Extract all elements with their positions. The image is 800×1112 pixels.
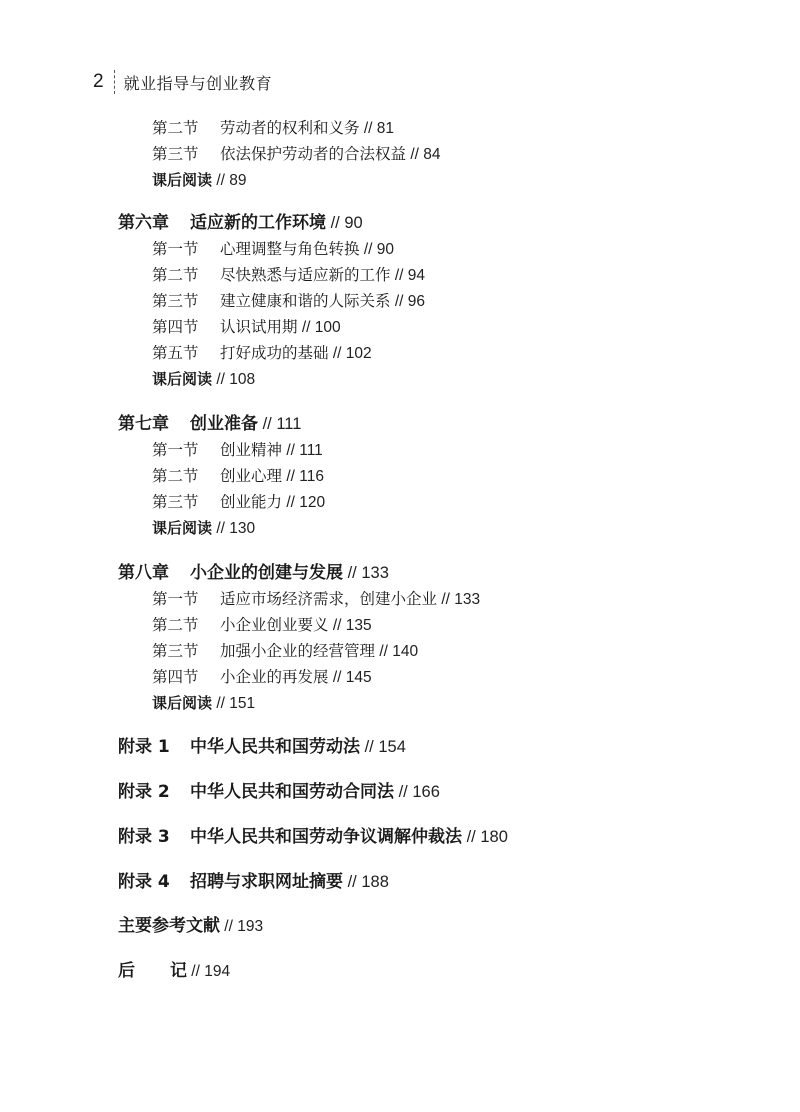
toc-section[interactable]	[152, 236, 394, 262]
toc-item-number: 第二节	[152, 119, 199, 137]
toc-page-reference: // 102	[328, 345, 372, 362]
toc-item-number: 附录 3	[118, 827, 170, 847]
toc-item-title: 适应新的工作环境	[190, 213, 326, 233]
toc-item-title: 课后阅读	[152, 171, 213, 189]
toc-item-number: 第三节	[152, 642, 199, 660]
toc-item-title: 创业能力	[220, 493, 283, 511]
toc-item-title: 课后阅读	[152, 519, 213, 537]
toc-item-title: 认识试用期	[220, 318, 298, 336]
toc-page-reference: // 133	[437, 591, 481, 608]
toc-item-title: 课后阅读	[152, 370, 213, 388]
toc-page-reference: // 108	[212, 371, 256, 388]
toc-item-number: 第四节	[152, 318, 199, 336]
toc-item-number: 附录 1	[118, 737, 170, 757]
toc-page-reference: // 90	[326, 214, 363, 232]
toc-item-title: 小企业的创建与发展	[190, 563, 343, 583]
toc-section[interactable]	[152, 141, 440, 167]
toc-page-reference: // 135	[328, 617, 372, 634]
toc-section[interactable]	[152, 638, 418, 664]
toc-section[interactable]	[152, 288, 425, 314]
toc-item-title: 课后阅读	[152, 694, 213, 712]
toc-item-title: 尽快熟悉与适应新的工作	[220, 266, 391, 284]
toc-appendix[interactable]	[118, 779, 440, 805]
toc-item-number: 第三节	[152, 292, 199, 310]
toc-item-title: 中华人民共和国劳动合同法	[190, 782, 394, 802]
toc-section[interactable]	[152, 489, 325, 515]
toc-page-reference: // 116	[282, 468, 324, 485]
toc-item-title: 建立健康和谐的人际关系	[220, 292, 391, 310]
toc-item-title: 主要参考文献	[118, 916, 220, 936]
toc-reading[interactable]	[152, 366, 255, 392]
toc-item-number: 第一节	[152, 590, 199, 608]
toc-item-title: 创业准备	[190, 414, 258, 434]
toc-page-reference: // 145	[328, 669, 372, 686]
toc-backmatter[interactable]	[118, 913, 263, 939]
toc-page-reference: // 151	[212, 695, 256, 712]
toc-item-number: 第三节	[152, 145, 199, 163]
toc-page-reference: // 84	[406, 146, 441, 163]
page-number: 2	[93, 71, 104, 92]
toc-appendix[interactable]	[118, 824, 508, 850]
toc-item-title: 适应市场经济需求，创建小企业	[220, 590, 438, 608]
toc-appendix[interactable]	[118, 869, 389, 895]
toc-item-title: 加强小企业的经营管理	[220, 642, 376, 660]
toc-page-reference: // 96	[390, 293, 425, 310]
toc-item-title: 中华人民共和国劳动争议调解仲裁法	[190, 827, 462, 847]
toc-page-reference: // 89	[212, 172, 247, 189]
toc-item-title: 心理调整与角色转换	[220, 240, 360, 258]
toc-section[interactable]	[152, 586, 480, 612]
toc-item-number: 附录 2	[118, 782, 170, 802]
toc-item-title: 小企业的再发展	[220, 668, 329, 686]
toc-reading[interactable]	[152, 690, 255, 716]
toc-item-number: 第七章	[118, 414, 169, 434]
toc-backmatter[interactable]	[118, 958, 230, 984]
toc-page-reference: // 188	[343, 873, 389, 891]
toc-reading[interactable]	[152, 515, 255, 541]
toc-section[interactable]	[152, 262, 425, 288]
toc-item-number: 第二节	[152, 616, 199, 634]
toc-item-title: 劳动者的权利和义务	[220, 119, 360, 137]
toc-item-number: 第四节	[152, 668, 199, 686]
toc-item-number: 第八章	[118, 563, 169, 583]
toc-item-number: 第三节	[152, 493, 199, 511]
toc-reading[interactable]	[152, 167, 246, 193]
toc-page-reference: // 111	[282, 442, 323, 459]
toc-item-title: 中华人民共和国劳动法	[190, 737, 360, 757]
toc-chapter[interactable]	[118, 210, 363, 236]
toc-page-reference: // 120	[282, 494, 326, 511]
toc-item-title: 记	[170, 961, 187, 981]
toc-page-reference: // 130	[212, 520, 256, 537]
toc-item-title: 打好成功的基础	[220, 344, 329, 362]
toc-section[interactable]	[152, 664, 372, 690]
toc-item-number: 第六章	[118, 213, 169, 233]
toc-page-reference: // 180	[462, 828, 508, 846]
toc-item-number: 第一节	[152, 441, 199, 459]
toc-section[interactable]	[152, 340, 372, 366]
toc-section[interactable]	[152, 115, 394, 141]
toc-item-title: 小企业创业要义	[220, 616, 329, 634]
toc-page-reference: // 133	[343, 564, 389, 582]
toc-page-reference: // 100	[297, 319, 341, 336]
toc-section[interactable]	[152, 612, 372, 638]
toc-page-reference: // 166	[394, 783, 440, 801]
toc-section[interactable]	[152, 314, 341, 340]
toc-item-title: 招聘与求职网址摘要	[190, 872, 343, 892]
toc-item-title: 创业心理	[220, 467, 283, 485]
toc-item-number: 第二节	[152, 467, 199, 485]
book-title: 就业指导与创业教育	[123, 73, 273, 93]
toc-page-reference: // 81	[359, 120, 394, 137]
toc-page-reference: // 194	[187, 963, 231, 980]
toc-page-reference: // 90	[359, 241, 394, 258]
toc-item-number: 后	[118, 961, 135, 981]
toc-page-reference: // 140	[375, 643, 419, 660]
toc-page-reference: // 94	[390, 267, 425, 284]
toc-section[interactable]	[152, 437, 323, 463]
toc-item-number: 第二节	[152, 266, 199, 284]
toc-page-reference: // 154	[360, 738, 406, 756]
toc-appendix[interactable]	[118, 734, 406, 760]
toc-item-title: 创业精神	[220, 441, 283, 459]
toc-chapter[interactable]	[118, 411, 301, 437]
toc-item-number: 附录 4	[118, 872, 170, 892]
toc-section[interactable]	[152, 463, 324, 489]
toc-page-reference: // 193	[220, 918, 264, 935]
toc-item-title: 依法保护劳动者的合法权益	[220, 145, 407, 163]
toc-page-reference: // 111	[258, 415, 302, 433]
toc-chapter[interactable]	[118, 560, 389, 586]
toc-item-number: 第五节	[152, 344, 199, 362]
toc-item-number: 第一节	[152, 240, 199, 258]
